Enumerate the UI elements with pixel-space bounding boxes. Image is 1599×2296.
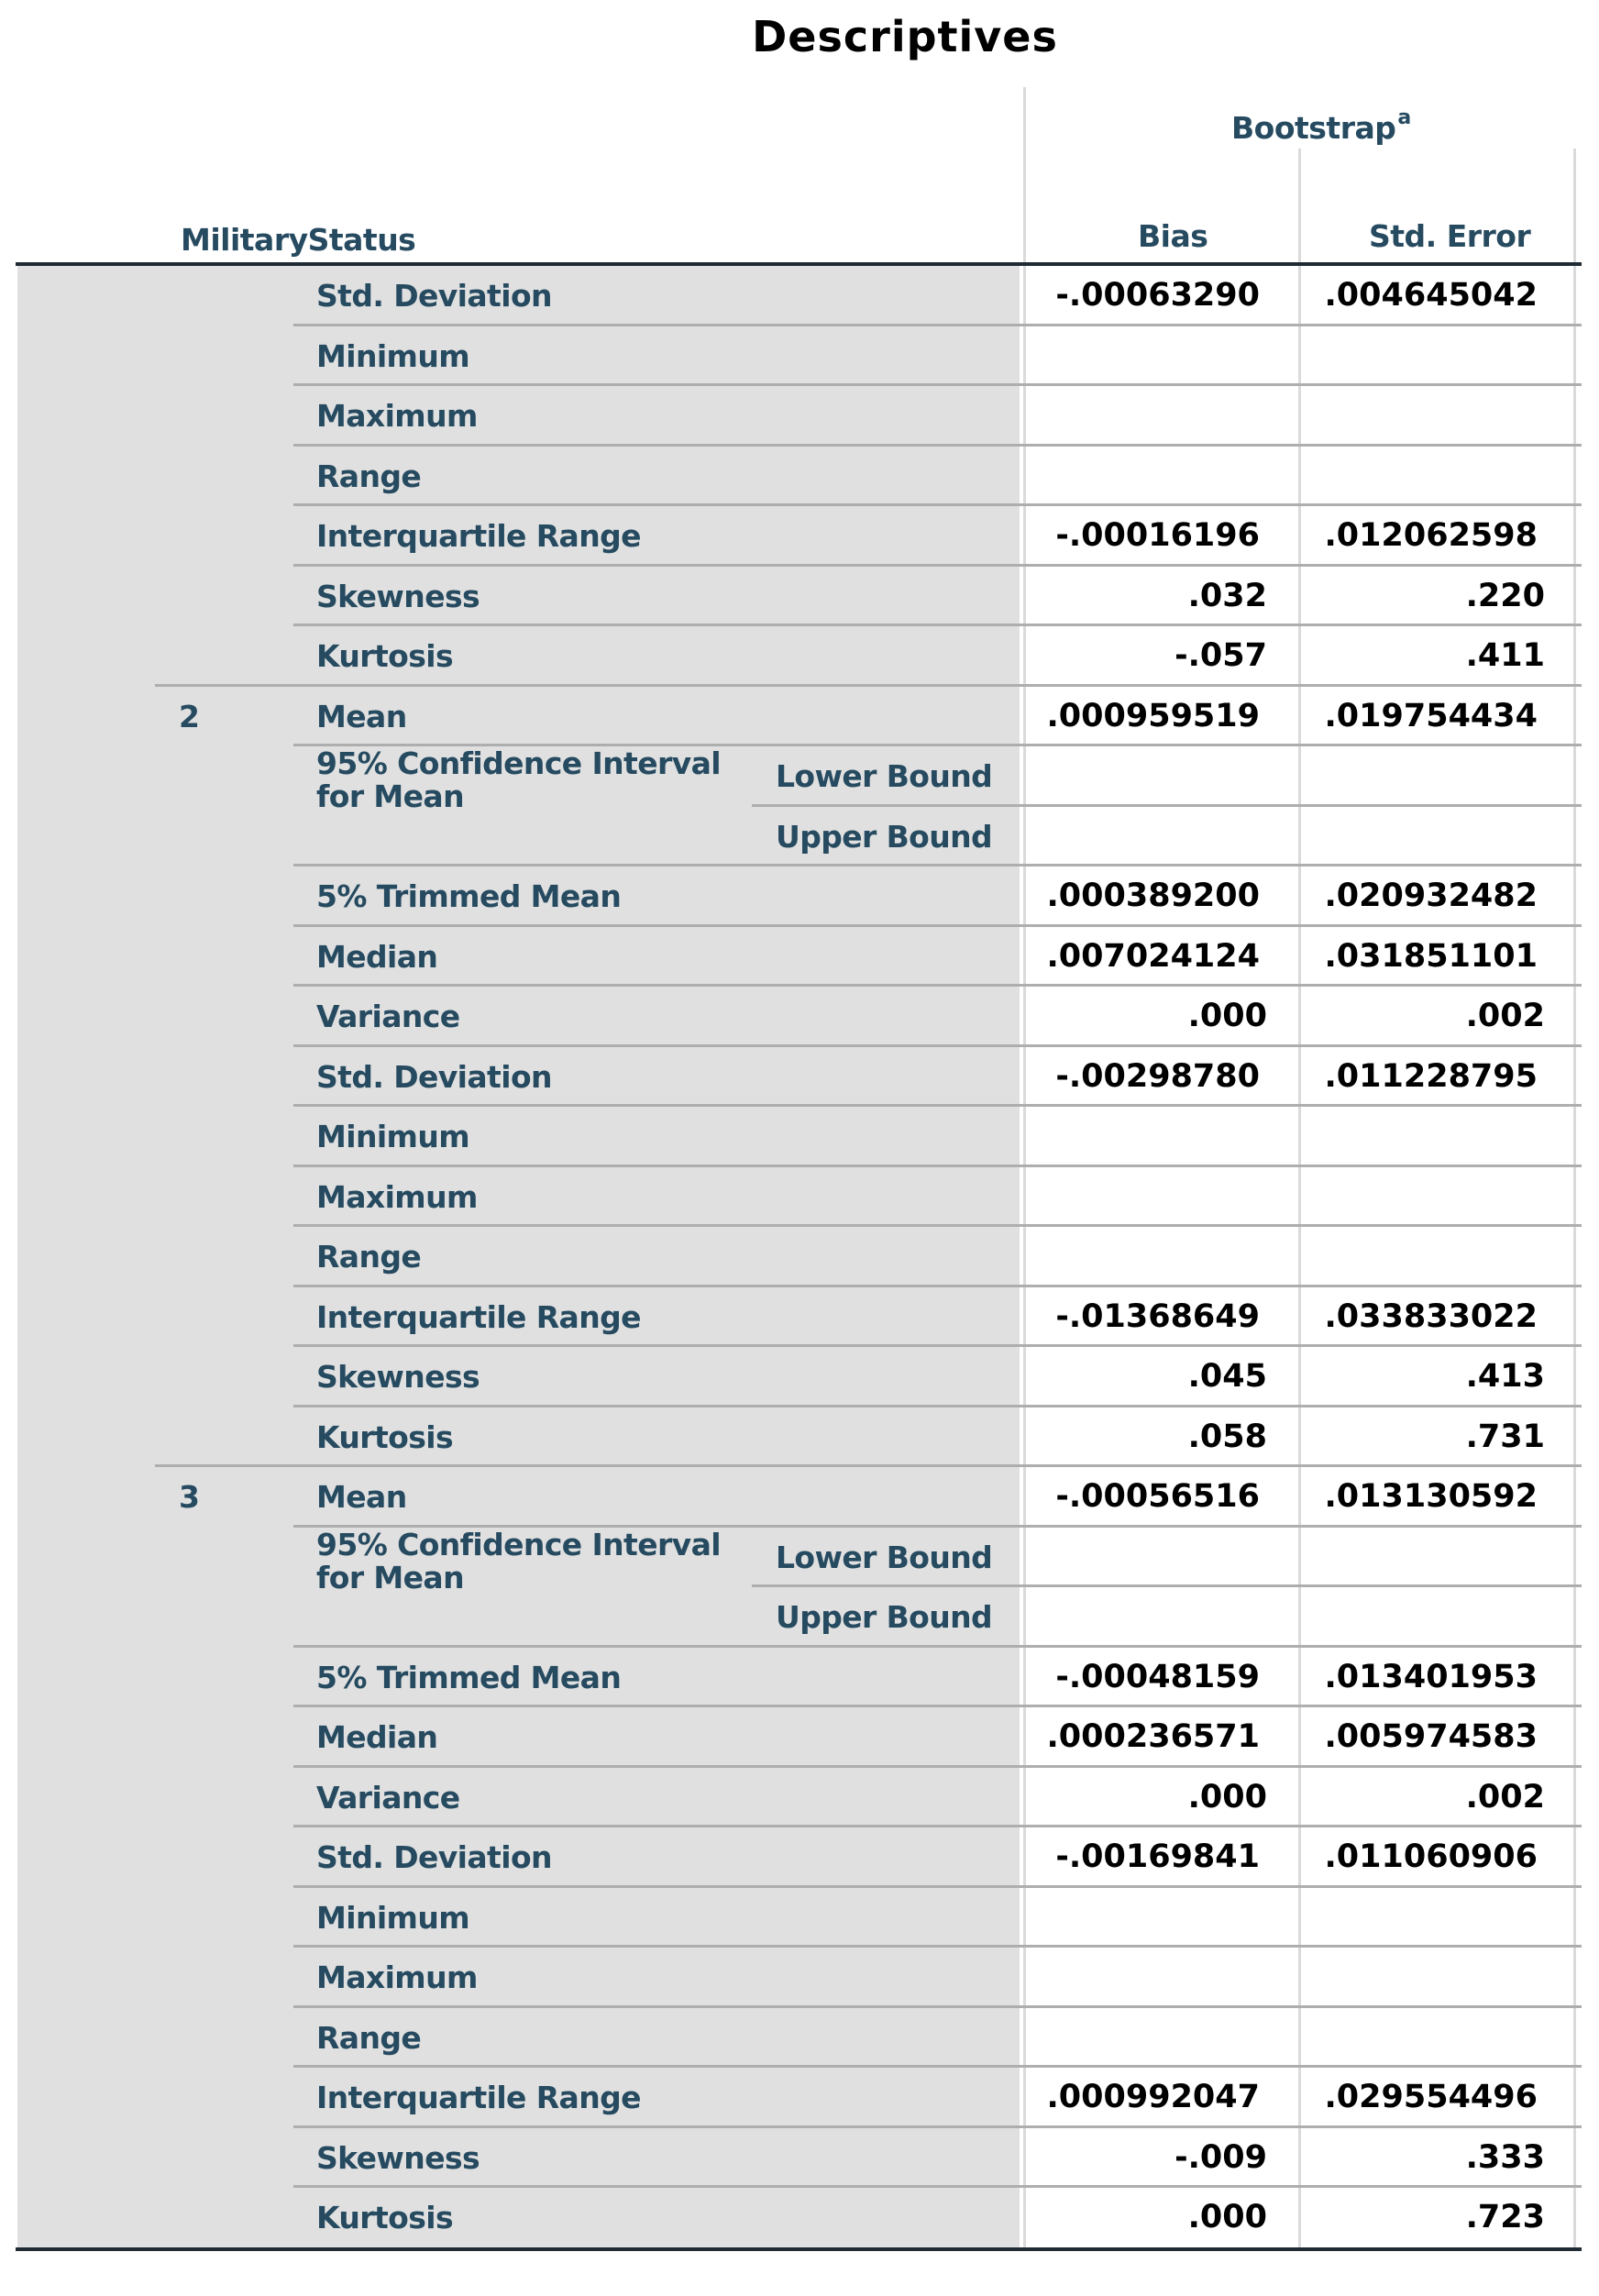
bias-value: -.00298780 (1055, 1057, 1260, 1095)
statistic-label: 95% Confidence Interval (316, 1526, 721, 1562)
table-row (0, 987, 1599, 1047)
statistic-label: Minimum (316, 1899, 470, 1936)
table-row (0, 2008, 1599, 2069)
table-row (0, 1107, 1599, 1167)
table-row (0, 807, 1599, 867)
std-error-value: .005974583 (1324, 1718, 1538, 1755)
statistic-label: Interquartile Range (316, 2080, 641, 2115)
sub-statistic-label: Upper Bound (776, 818, 993, 855)
std-error-value: .029554496 (1324, 2079, 1538, 2115)
bias-value: .007024124 (1046, 937, 1260, 975)
table-row (0, 867, 1599, 927)
statistic-label: Variance (316, 999, 460, 1034)
bias-value: .000389200 (1046, 878, 1260, 914)
std-error-value: .033833022 (1324, 1297, 1538, 1335)
statistic-label: 5% Trimmed Mean (316, 1659, 622, 1695)
bias-value: .000 (1187, 998, 1267, 1034)
group-label: 2 (179, 698, 200, 734)
statistic-label: Median (316, 1719, 438, 1755)
table-row (0, 506, 1599, 567)
statistic-label: Kurtosis (316, 2200, 454, 2235)
std-error-value: .012062598 (1324, 517, 1538, 554)
bias-value: .032 (1187, 577, 1267, 614)
statistic-label: Mean (316, 1479, 407, 1515)
statistic-label: Interquartile Range (316, 1298, 641, 1335)
std-error-value: .011228795 (1324, 1057, 1538, 1095)
std-error-value: .413 (1465, 1358, 1545, 1395)
std-error-value: .004645042 (1324, 277, 1538, 314)
std-error-value: .723 (1465, 2199, 1545, 2235)
table-row (0, 927, 1599, 988)
statistic-label: Maximum (316, 398, 478, 434)
table-row (0, 2068, 1599, 2128)
bias-value: .000 (1187, 2199, 1267, 2235)
bias-value: -.00169841 (1055, 1838, 1260, 1875)
bootstrap-label: Bootstrap (1231, 110, 1396, 146)
statistic-label: Std. Deviation (316, 1058, 552, 1095)
statistic-label: 95% Confidence Interval (316, 745, 721, 781)
statistic-label: Skewness (316, 1359, 480, 1395)
statistic-label: Minimum (316, 1119, 470, 1154)
statistic-label: Minimum (316, 337, 470, 374)
table-row (0, 1347, 1599, 1407)
table-row (0, 1827, 1599, 1888)
bias-value: -.00016196 (1055, 517, 1260, 554)
bias-value: -.00056516 (1055, 1478, 1260, 1515)
statistic-label: Std. Deviation (316, 1839, 552, 1875)
std-error-value: .002 (1465, 1778, 1545, 1816)
std-error-value: .013401953 (1324, 1658, 1538, 1695)
statistic-label: Range (316, 2019, 422, 2056)
bias-value: .000959519 (1046, 697, 1260, 734)
bias-value: -.01368649 (1055, 1297, 1260, 1335)
bias-value: .000992047 (1046, 2079, 1260, 2115)
std-error-value: .002 (1465, 998, 1545, 1034)
statistic-label-continued: for Mean (316, 1559, 464, 1595)
statistic-label: Maximum (316, 1959, 478, 1995)
statistic-label: Skewness (316, 2139, 480, 2176)
table-row (0, 266, 1599, 326)
bias-value: -.057 (1174, 637, 1267, 674)
sub-statistic-label: Lower Bound (776, 758, 993, 794)
bias-value: .000 (1187, 1778, 1267, 1816)
table-row (0, 1648, 1599, 1708)
statistic-label: Variance (316, 1779, 460, 1816)
table-row (0, 745, 1599, 814)
table-row (0, 1707, 1599, 1768)
table-row (0, 1467, 1599, 1528)
std-error-value: .031851101 (1324, 937, 1538, 975)
bias-value: .000236571 (1046, 1718, 1260, 1755)
table-row (0, 1768, 1599, 1828)
sub-statistic-label: Lower Bound (776, 1539, 993, 1575)
row-dimension-header: MilitaryStatus (181, 222, 416, 258)
statistic-label: Range (316, 458, 422, 494)
statistic-label: Interquartile Range (316, 518, 641, 554)
table-row (0, 1227, 1599, 1287)
sub-statistic-label: Upper Bound (776, 1599, 993, 1635)
statistic-label: 5% Trimmed Mean (316, 878, 622, 914)
table-row (0, 1888, 1599, 1948)
statistic-label: Skewness (316, 578, 480, 614)
statistic-label: Median (316, 938, 438, 975)
footnote-marker: a (1397, 106, 1411, 129)
bias-value: .058 (1187, 1418, 1267, 1455)
table-row (0, 2128, 1599, 2189)
bottom-rule (16, 2247, 1582, 2251)
std-error-value: .411 (1465, 637, 1545, 674)
std-error-value: .019754434 (1324, 697, 1538, 734)
column-header-std-error: Std. Error (1369, 218, 1531, 254)
table-row (0, 567, 1599, 627)
statistic-label-continued: for Mean (316, 778, 464, 814)
table-row (0, 1287, 1599, 1348)
std-error-value: .220 (1465, 577, 1545, 614)
bias-value: -.00048159 (1055, 1658, 1260, 1695)
table-row (0, 326, 1599, 387)
table-row (0, 2188, 1599, 2248)
table-row (0, 1407, 1599, 1468)
table-row (0, 447, 1599, 507)
table-row (0, 1526, 1599, 1595)
bootstrap-group-header (1231, 106, 1411, 146)
statistic-label: Kurtosis (316, 638, 454, 674)
std-error-value: .013130592 (1324, 1478, 1538, 1515)
statistic-label: Kurtosis (316, 1418, 454, 1455)
table-row (0, 1587, 1599, 1648)
table-row (0, 1047, 1599, 1108)
std-error-value: .333 (1465, 2138, 1545, 2176)
std-error-value: .011060906 (1324, 1838, 1538, 1875)
statistic-label: Std. Deviation (316, 278, 552, 314)
bias-value: .045 (1187, 1358, 1267, 1395)
std-error-value: .731 (1465, 1418, 1545, 1455)
table-title: Descriptives (752, 12, 1058, 61)
table-row (0, 1948, 1599, 2008)
bias-value: -.00063290 (1055, 277, 1260, 314)
group-label: 3 (179, 1479, 200, 1515)
table-row (0, 1167, 1599, 1228)
column-header-bias: Bias (1138, 218, 1208, 254)
header-rule (16, 262, 1582, 266)
statistic-label: Range (316, 1239, 422, 1275)
statistic-label: Mean (316, 698, 407, 734)
bias-value: -.009 (1174, 2138, 1267, 2176)
statistic-label: Maximum (316, 1178, 478, 1215)
table-row (0, 687, 1599, 747)
std-error-value: .020932482 (1324, 878, 1538, 914)
table-row (0, 386, 1599, 447)
table-row (0, 626, 1599, 687)
